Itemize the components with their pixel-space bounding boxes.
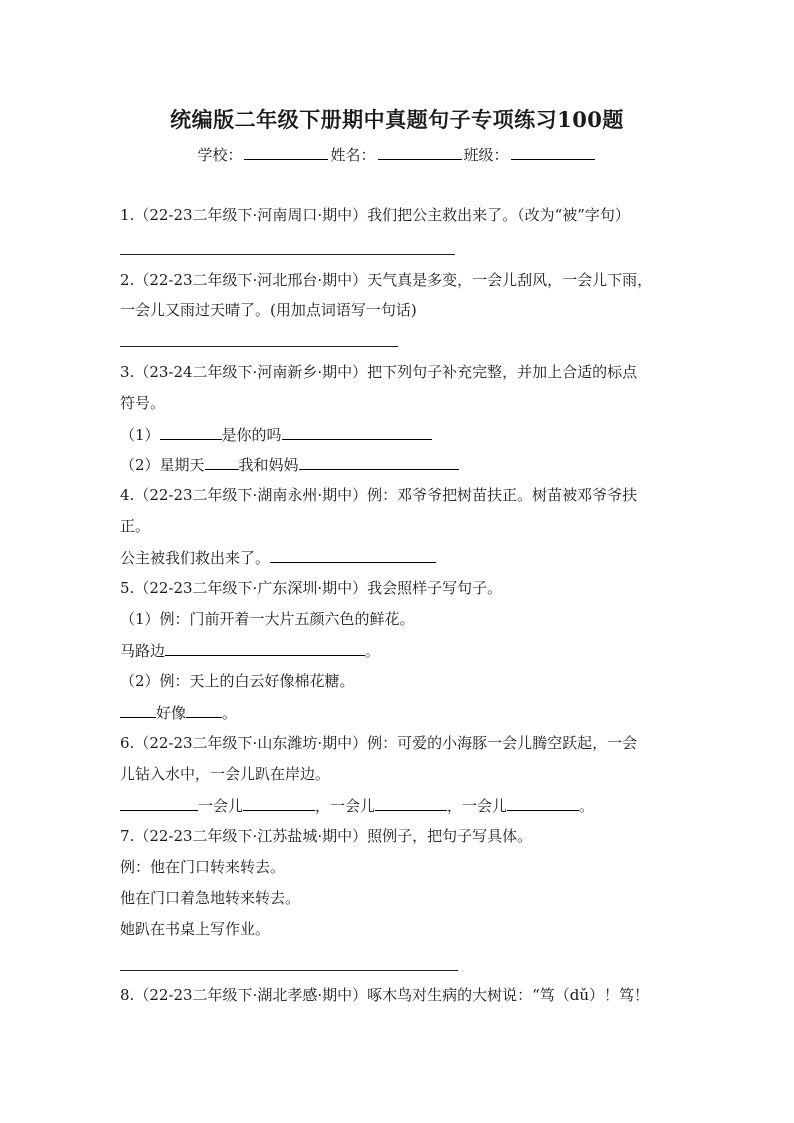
question-8 bbox=[120, 985, 649, 1005]
sub-text: （2）星期天 bbox=[120, 456, 205, 474]
question-source: （23-24二年级下·河南新乡·期中） bbox=[134, 363, 368, 381]
question-2-cont: 一会儿又雨过天晴了。(用加点词语写一句话) bbox=[120, 301, 417, 319]
question-number: 4. bbox=[120, 486, 135, 504]
class-blank[interactable] bbox=[511, 145, 595, 160]
question-4-task bbox=[120, 547, 436, 568]
question-number: 8. bbox=[120, 986, 135, 1004]
question-text: 照例子，把句子写具体。 bbox=[367, 827, 533, 845]
question-5-example-2: （2）例：天上的白云好像棉花糖。 bbox=[120, 672, 355, 690]
blank[interactable] bbox=[205, 454, 239, 470]
question-source: （22-23二年级下·河北邢台·期中） bbox=[134, 271, 368, 289]
blank[interactable] bbox=[165, 640, 365, 656]
question-text: 啄木鸟对生病的大树说：“笃（dǔ）！笃！ bbox=[367, 986, 650, 1004]
task-text: 公主被我们救出来了。 bbox=[120, 549, 271, 567]
punctuation: 。 bbox=[579, 797, 595, 815]
answer-prefix: 马路边 bbox=[120, 642, 166, 660]
question-5-example-1: （1）例：门前开着一大片五颜六色的鲜花。 bbox=[120, 610, 415, 628]
question-3-sub-1 bbox=[120, 424, 432, 445]
question-6-answer bbox=[120, 795, 594, 816]
punctuation: 。 bbox=[365, 642, 381, 660]
answer-text: ，一会儿 bbox=[315, 797, 376, 815]
question-3 bbox=[120, 362, 637, 382]
school-blank[interactable] bbox=[244, 145, 328, 160]
page-title: 统编版二年级下册期中真题句子专项练习100题 bbox=[170, 107, 624, 132]
blank[interactable] bbox=[120, 795, 198, 811]
question-7-example: 例：他在门口转来转去。 bbox=[120, 858, 286, 876]
question-text: 天气真是多变，一会儿刮风，一会儿下雨， bbox=[367, 271, 653, 289]
question-4 bbox=[120, 485, 637, 505]
sub-text: 我和妈妈 bbox=[238, 456, 299, 474]
sub-label: （1） bbox=[120, 426, 160, 444]
blank[interactable] bbox=[299, 454, 459, 470]
blank[interactable] bbox=[186, 702, 222, 718]
question-number: 6. bbox=[120, 734, 135, 752]
answer-line[interactable] bbox=[120, 254, 455, 255]
question-7 bbox=[120, 826, 532, 846]
question-7-task: 她趴在书桌上写作业。 bbox=[120, 920, 271, 938]
question-source: （22-23二年级下·湖北孝感·期中） bbox=[134, 986, 368, 1004]
question-5-answer-2 bbox=[120, 702, 237, 723]
question-4-cont: 正。 bbox=[120, 517, 151, 535]
question-2 bbox=[120, 270, 652, 290]
question-number: 1. bbox=[120, 206, 135, 224]
answer-line[interactable] bbox=[120, 970, 458, 971]
question-text: 我们把公主救出来了。（改为“被”字句） bbox=[367, 206, 630, 224]
question-source: （22-23二年级下·湖南永州·期中） bbox=[134, 486, 368, 504]
blank[interactable] bbox=[282, 424, 432, 440]
question-number: 3. bbox=[120, 363, 135, 381]
answer-text: 一会儿 bbox=[198, 797, 244, 815]
question-3-cont: 符号。 bbox=[120, 394, 166, 412]
question-7-example-answer: 他在门口着急地转来转去。 bbox=[120, 889, 301, 907]
student-info-line bbox=[0, 144, 794, 165]
question-5 bbox=[120, 578, 502, 598]
class-label: 班级： bbox=[463, 146, 509, 164]
name-blank[interactable] bbox=[378, 145, 462, 160]
question-5-answer-1 bbox=[120, 640, 380, 661]
blank[interactable] bbox=[120, 702, 156, 718]
question-source: （22-23二年级下·广东深圳·期中） bbox=[134, 579, 368, 597]
blank[interactable] bbox=[375, 795, 447, 811]
question-source: （22-23二年级下·江苏盐城·期中） bbox=[134, 827, 368, 845]
blank[interactable] bbox=[507, 795, 579, 811]
answer-line[interactable] bbox=[120, 346, 398, 347]
question-6-cont: 儿钻入水中，一会儿趴在岸边。 bbox=[120, 765, 331, 783]
question-text: 我会照样子写句子。 bbox=[367, 579, 503, 597]
question-text: 例：可爱的小海豚一会儿腾空跃起，一会 bbox=[367, 734, 638, 752]
answer-text: ，一会儿 bbox=[447, 797, 508, 815]
question-source: （22-23二年级下·山东潍坊·期中） bbox=[134, 734, 368, 752]
blank[interactable] bbox=[160, 424, 222, 440]
school-label: 学校： bbox=[197, 146, 243, 164]
question-6 bbox=[120, 733, 637, 753]
question-number: 7. bbox=[120, 827, 135, 845]
question-1 bbox=[120, 205, 630, 225]
question-3-sub-2 bbox=[120, 454, 459, 475]
blank[interactable] bbox=[270, 547, 436, 563]
sub-text: 是你的吗 bbox=[221, 426, 282, 444]
question-number: 2. bbox=[120, 271, 135, 289]
name-label: 姓名： bbox=[330, 146, 376, 164]
question-number: 5. bbox=[120, 579, 135, 597]
question-source: （22-23二年级下·河南周口·期中） bbox=[134, 206, 368, 224]
question-text: 把下列句子补充完整，并加上合适的标点 bbox=[367, 363, 638, 381]
blank[interactable] bbox=[243, 795, 315, 811]
punctuation: 。 bbox=[222, 704, 238, 722]
question-text: 例：邓爷爷把树苗扶正。树苗被邓爷爷扶 bbox=[367, 486, 638, 504]
answer-text: 好像 bbox=[156, 704, 187, 722]
